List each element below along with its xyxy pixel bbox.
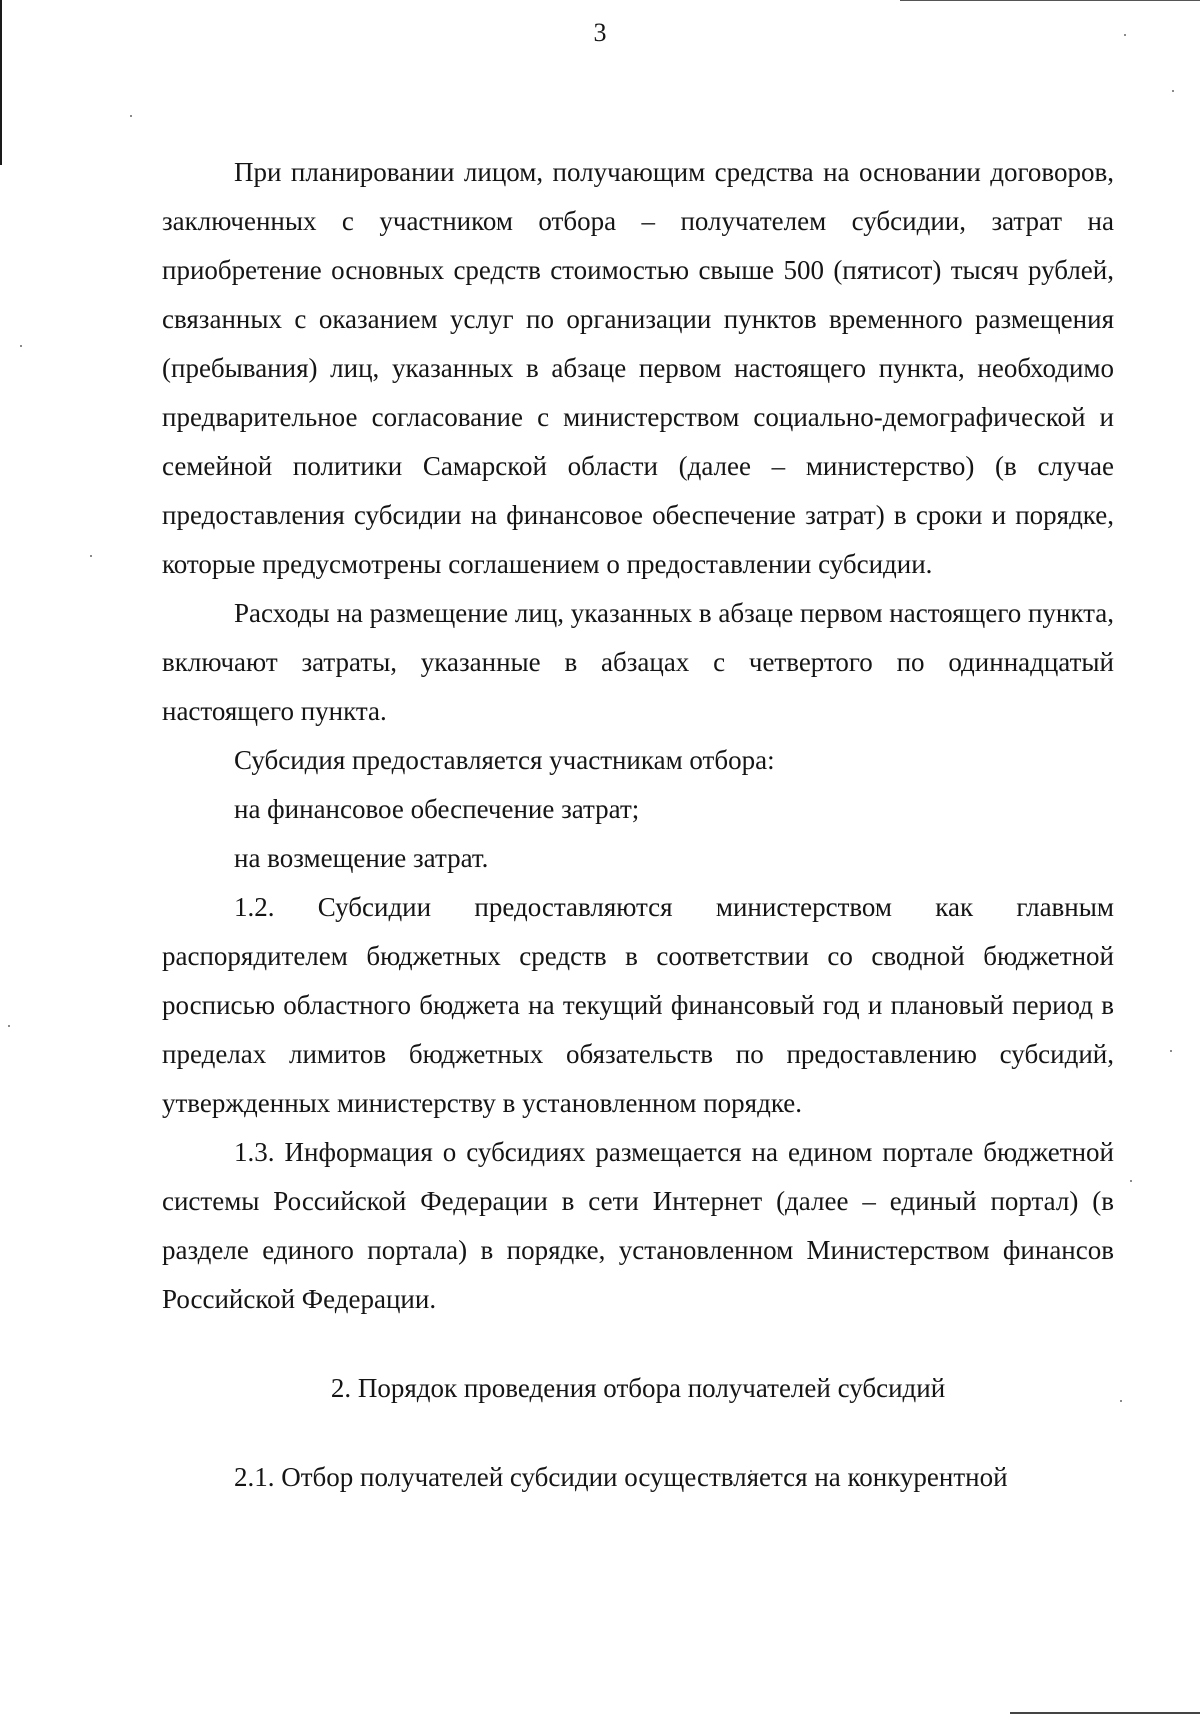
- paragraph-subsidy-provided: Субсидия предоставляется участникам отбора:: [234, 745, 775, 775]
- scan-speck: [1120, 1400, 1122, 1402]
- scan-border-top: [900, 0, 1200, 1]
- paragraph-1-2: 1.2. Субсидии предоставляются министерством как главным распорядителем бюджетных средств в соответствии со сводной бюджетной росписью областного бюджета на текущий финансовый год и плановый период в пределах лимитов бюджетных обязательств по предоставлению субсидий, утвержденных министерству в установленном порядке.: [162, 892, 1114, 1118]
- scan-speck: [1170, 1050, 1172, 1052]
- list-item-financial-support: на финансовое обеспечение затрат;: [234, 794, 640, 824]
- page-number: 3: [593, 18, 607, 47]
- scan-speck: [8, 1025, 10, 1027]
- paragraph-prior-approval: При планировании лицом, получающим средства на основании договоров, заключенных с участником отбора – получателем субсидии, затрат на приобретение основных средств стоимостью свыше 500 (пятисот) тысяч рублей, связанных с оказанием услуг по организации пунктов временного размещения (пребывания) лиц, указанных в абзаце первом настоящего пункта, необходимо предварительное согласование с министерством социально-демографической и семейной политики Самарской области (далее – министерство) (в случае предоставления субсидии на финансовое обеспечение затрат) в сроки и порядке, которые предусмотрены соглашением о предоставлении субсидии.: [162, 157, 1114, 579]
- scan-speck: [90, 555, 92, 557]
- scan-speck: [130, 115, 132, 117]
- paragraph-1-3: 1.3. Информация о субсидиях размещается на едином портале бюджетной системы Российской Федерации в сети Интернет (далее – единый портал) (в разделе единого портала) в порядке, установленном Министерством финансов Российской Федерации.: [162, 1137, 1114, 1314]
- document-body: [162, 148, 1114, 1502]
- scan-speck: [20, 345, 22, 347]
- scan-speck: [1172, 90, 1174, 92]
- list-item-reimbursement: на возмещение затрат.: [234, 843, 489, 873]
- paragraph-accommodation-costs: Расходы на размещение лиц, указанных в абзаце первом настоящего пункта, включают затраты, указанные в абзацах с четвертого по одиннадцатый настоящего пункта.: [162, 598, 1114, 726]
- paragraph-2-1: 2.1. Отбор получателей субсидии осуществляется на конкурентной: [234, 1462, 1008, 1492]
- scan-speck: [1130, 1180, 1132, 1182]
- section-heading: 2. Порядок проведения отбора получателей субсидий: [330, 1373, 946, 1403]
